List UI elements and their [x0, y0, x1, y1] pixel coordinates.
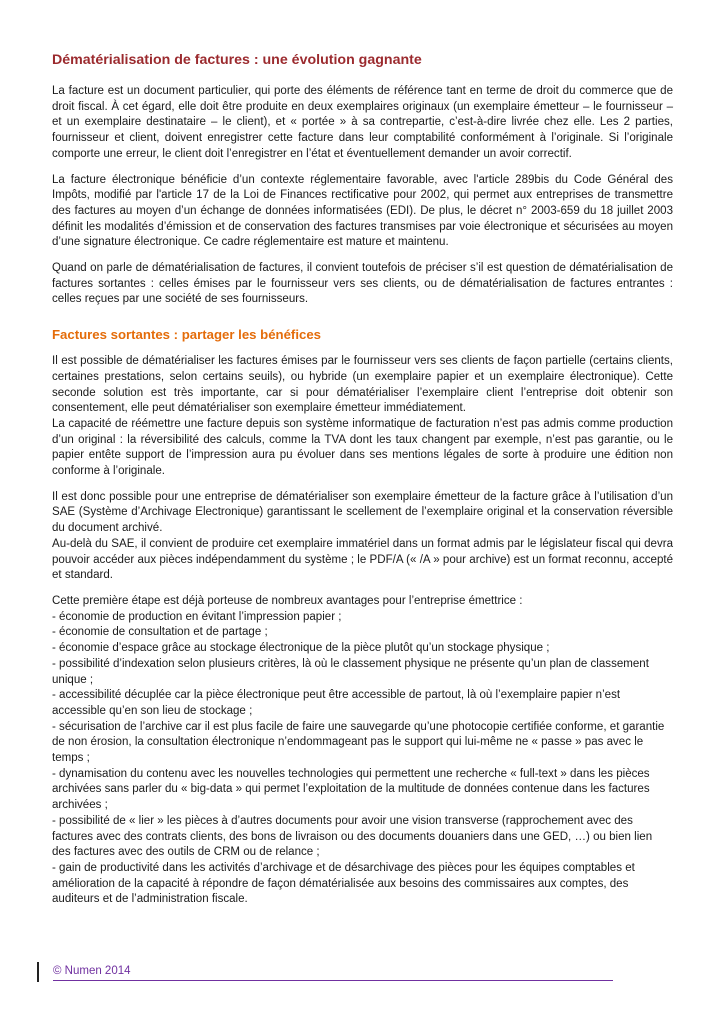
- list-item: - dynamisation du contenu avec les nouvelles technologies qui permettent une recherche « full-text » dans les pièces archivées sans parler du « big-data » qui permet l’exploitation de la multitude de données contenue dans les factures archivées ;: [52, 767, 650, 812]
- page-footer: [37, 962, 613, 982]
- list-item: - économie d’espace grâce au stockage électronique de la pièce plutôt qu’un stockage physique ;: [52, 642, 550, 655]
- list-item: - gain de productivité dans les activités d’archivage et de désarchivage des pièces pour les équipes comptables et amélioration de la capacité à répondre de façon dématérialisée aux besoins des commissaires aux comptes, des auditeurs et de l’administration fiscale.: [52, 861, 635, 906]
- section-paragraph-1: Il est possible de dématérialiser les factures émises par le fournisseur vers ses clients de façon partielle (certains clients, certaines prestations, selon certains seuils), ou hybride (un exemplaire papier et un exemplaire électronique). Cette seconde solution est très importante, car si pour dématérialiser l’exemplaire client l’entreprise doit obtenir son consentement, elle peut dématérialiser son exemplaire émetteur immédiatement.: [52, 355, 673, 415]
- advantages-intro: Cette première étape est déjà porteuse de nombreux avantages pour l’entreprise émettrice :: [52, 594, 523, 607]
- section-paragraph-2: La capacité de réémettre une facture depuis son système informatique de facturation n’est pas admis comme production d’un original : la réversibilité des calculs, comme la TVA dont les taux changent par exemple, n’est pas garantie, ou le papier entête support de l’impression aura pu évoluer dans ses mentions légales de sorte à produire une édition non conforme à l’originale.: [52, 417, 673, 478]
- intro-paragraph-1: La facture est un document particulier, qui porte des éléments de référence tant en terme de droit du commerce que de droit fiscal. À cet égard, elle doit être produite en deux exemplaires originaux (un exemplaire émetteur – le fournisseur – et un exemplaire destinataire – le client), et « portée » à sa contrepartie, c’est-à-dire livrée chez elle. Les 2 parties, fournisseur et client, doivent enregistrer cette facture dans leur comptabilité conformément à l’originale. Si l’originale comporte une erreur, le client doit l’enregistrer en l’état et éventuellement demander un avoir correctif.: [52, 85, 673, 160]
- footer-copyright: © Numen 2014: [53, 965, 131, 977]
- intro-paragraph-2: La facture électronique bénéficie d’un contexte réglementaire favorable, avec l'article 289bis du Code Général des Impôts, modifié par l'article 17 de la Loi de Finances rectificative pour 2002, qui permet aux entreprises de transmettre des factures au moyen d’un échange de données informatisées (EDI). De plus, le décret n° 2003-659 du 18 juillet 2003 définit les modalités d’émission et de conservation des factures transmises par voie électronique et sécurisées au moyen d’une signature électronique. Ce cadre réglementaire est mature et maintenu.: [52, 173, 673, 249]
- list-item: - économie de production en évitant l’impression papier ;: [52, 610, 342, 623]
- list-item: - possibilité de « lier » les pièces à d’autres documents pour avoir une vision transverse (rapprochement avec des factures avec des contrats clients, des bons de livraison ou des documents douaniers dans une GED, …) ou bien lien des factures avec des outils de CRM ou de relance ;: [52, 814, 653, 859]
- footer-marker: [37, 962, 39, 982]
- footer-rule: [53, 980, 613, 981]
- list-item: - accessibilité décuplée car la pièce électronique peut être accessible de partout, là où l’exemplaire papier n’est accessible qu’en son lieu de stockage ;: [52, 689, 621, 717]
- document-page: [52, 50, 673, 908]
- section-paragraph-4: Au-delà du SAE, il convient de produire cet exemplaire immatériel dans un format admis par le législateur fiscal qui devra pouvoir accéder aux pièces indépendamment du système ; le PDF/A (« /A » pour archive) est un format reconnu, accepté et standard.: [52, 537, 673, 582]
- intro-paragraph-3: Quand on parle de dématérialisation de factures, il convient toutefois de préciser s’il est question de dématérialisation de factures sortantes : celles émises par le fournisseur vers ses clients, ou de dématérialisation de factures entrantes : celles reçues par une société de ses fournisseurs.: [52, 262, 673, 306]
- section-title: Factures sortantes : partager les bénéfices: [52, 327, 321, 343]
- list-item: - économie de consultation et de partage ;: [52, 626, 268, 639]
- list-item: - possibilité d’indexation selon plusieurs critères, là où le classement physique ne présente qu’un plan de classement unique ;: [52, 657, 649, 686]
- page-title: Dématérialisation de factures : une évolution gagnante: [52, 52, 422, 68]
- section-paragraph-3: Il est donc possible pour une entreprise de dématérialiser son exemplaire émetteur de la facture grâce à l’utilisation d’un SAE (Système d’Archivage Electronique) garantissant le scellement de l’exemplaire original et la conservation réversible du document archivé.: [52, 490, 673, 535]
- list-item: - sécurisation de l’archive car il est plus facile de faire une sauvegarde qu’une photocopie certifiée conforme, et garantie de non érosion, la consultation électronique n’endommageant pas le support qui lui-même ne « passe » pas avec le temps ;: [52, 720, 665, 765]
- advantages-list: [52, 610, 673, 908]
